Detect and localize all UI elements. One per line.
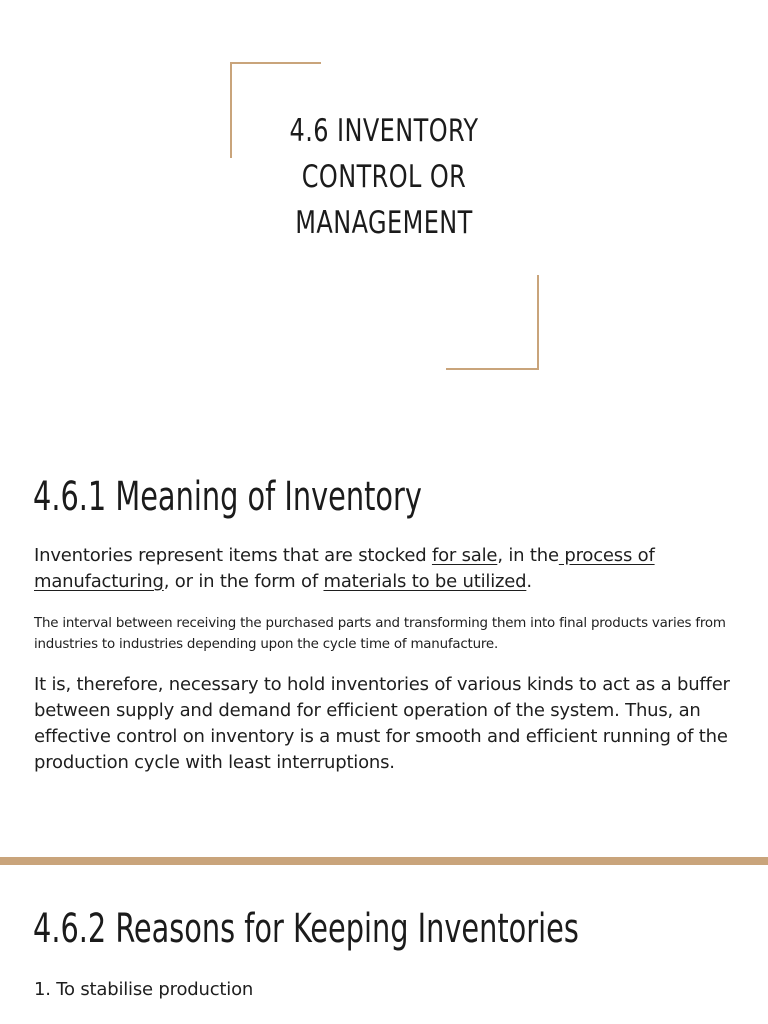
slide-separator [0, 857, 768, 865]
slide-title-line-1: 4.6 INVENTORY [289, 113, 479, 149]
frame-corner-bottom-right [446, 275, 539, 370]
intro-text-1: Inventories represent items that are stocked [34, 545, 432, 566]
meaning-intro-paragraph [34, 543, 694, 595]
link-for-sale[interactable]: for sale [431, 545, 498, 566]
slide-title [267, 108, 501, 246]
intro-text-3: , or in the form of [163, 571, 324, 592]
therefore-paragraph: It is, therefore, necessary to hold inventories of various kinds to act as a buffer between supply and demand for efficient operation of the system. Thus, an effective control on inventory is a must for smooth and efficient running of the production cycle with least interruptions. [34, 674, 730, 773]
meaning-heading: 4.6.1 Meaning of Inventory [33, 474, 422, 520]
link-process-of-manufacturing[interactable]: process of manufacturing [34, 545, 655, 592]
intro-text-4: . [526, 571, 532, 592]
reason-list-item-1: 1. To stabilise production [34, 979, 254, 1000]
reasons-heading: 4.6.2 Reasons for Keeping Inventories [33, 906, 579, 952]
slide-title-line-3: MANAGEMENT [295, 205, 473, 241]
slide-title-line-2: CONTROL OR [301, 159, 467, 195]
intro-text-2: , in the [497, 545, 559, 566]
interval-paragraph: The interval between receiving the purchased parts and transforming them into final products varies from industries to industries depending upon the cycle time of manufacture. [34, 616, 726, 652]
link-materials-to-be-utilized[interactable]: materials to be utilized [323, 571, 527, 592]
